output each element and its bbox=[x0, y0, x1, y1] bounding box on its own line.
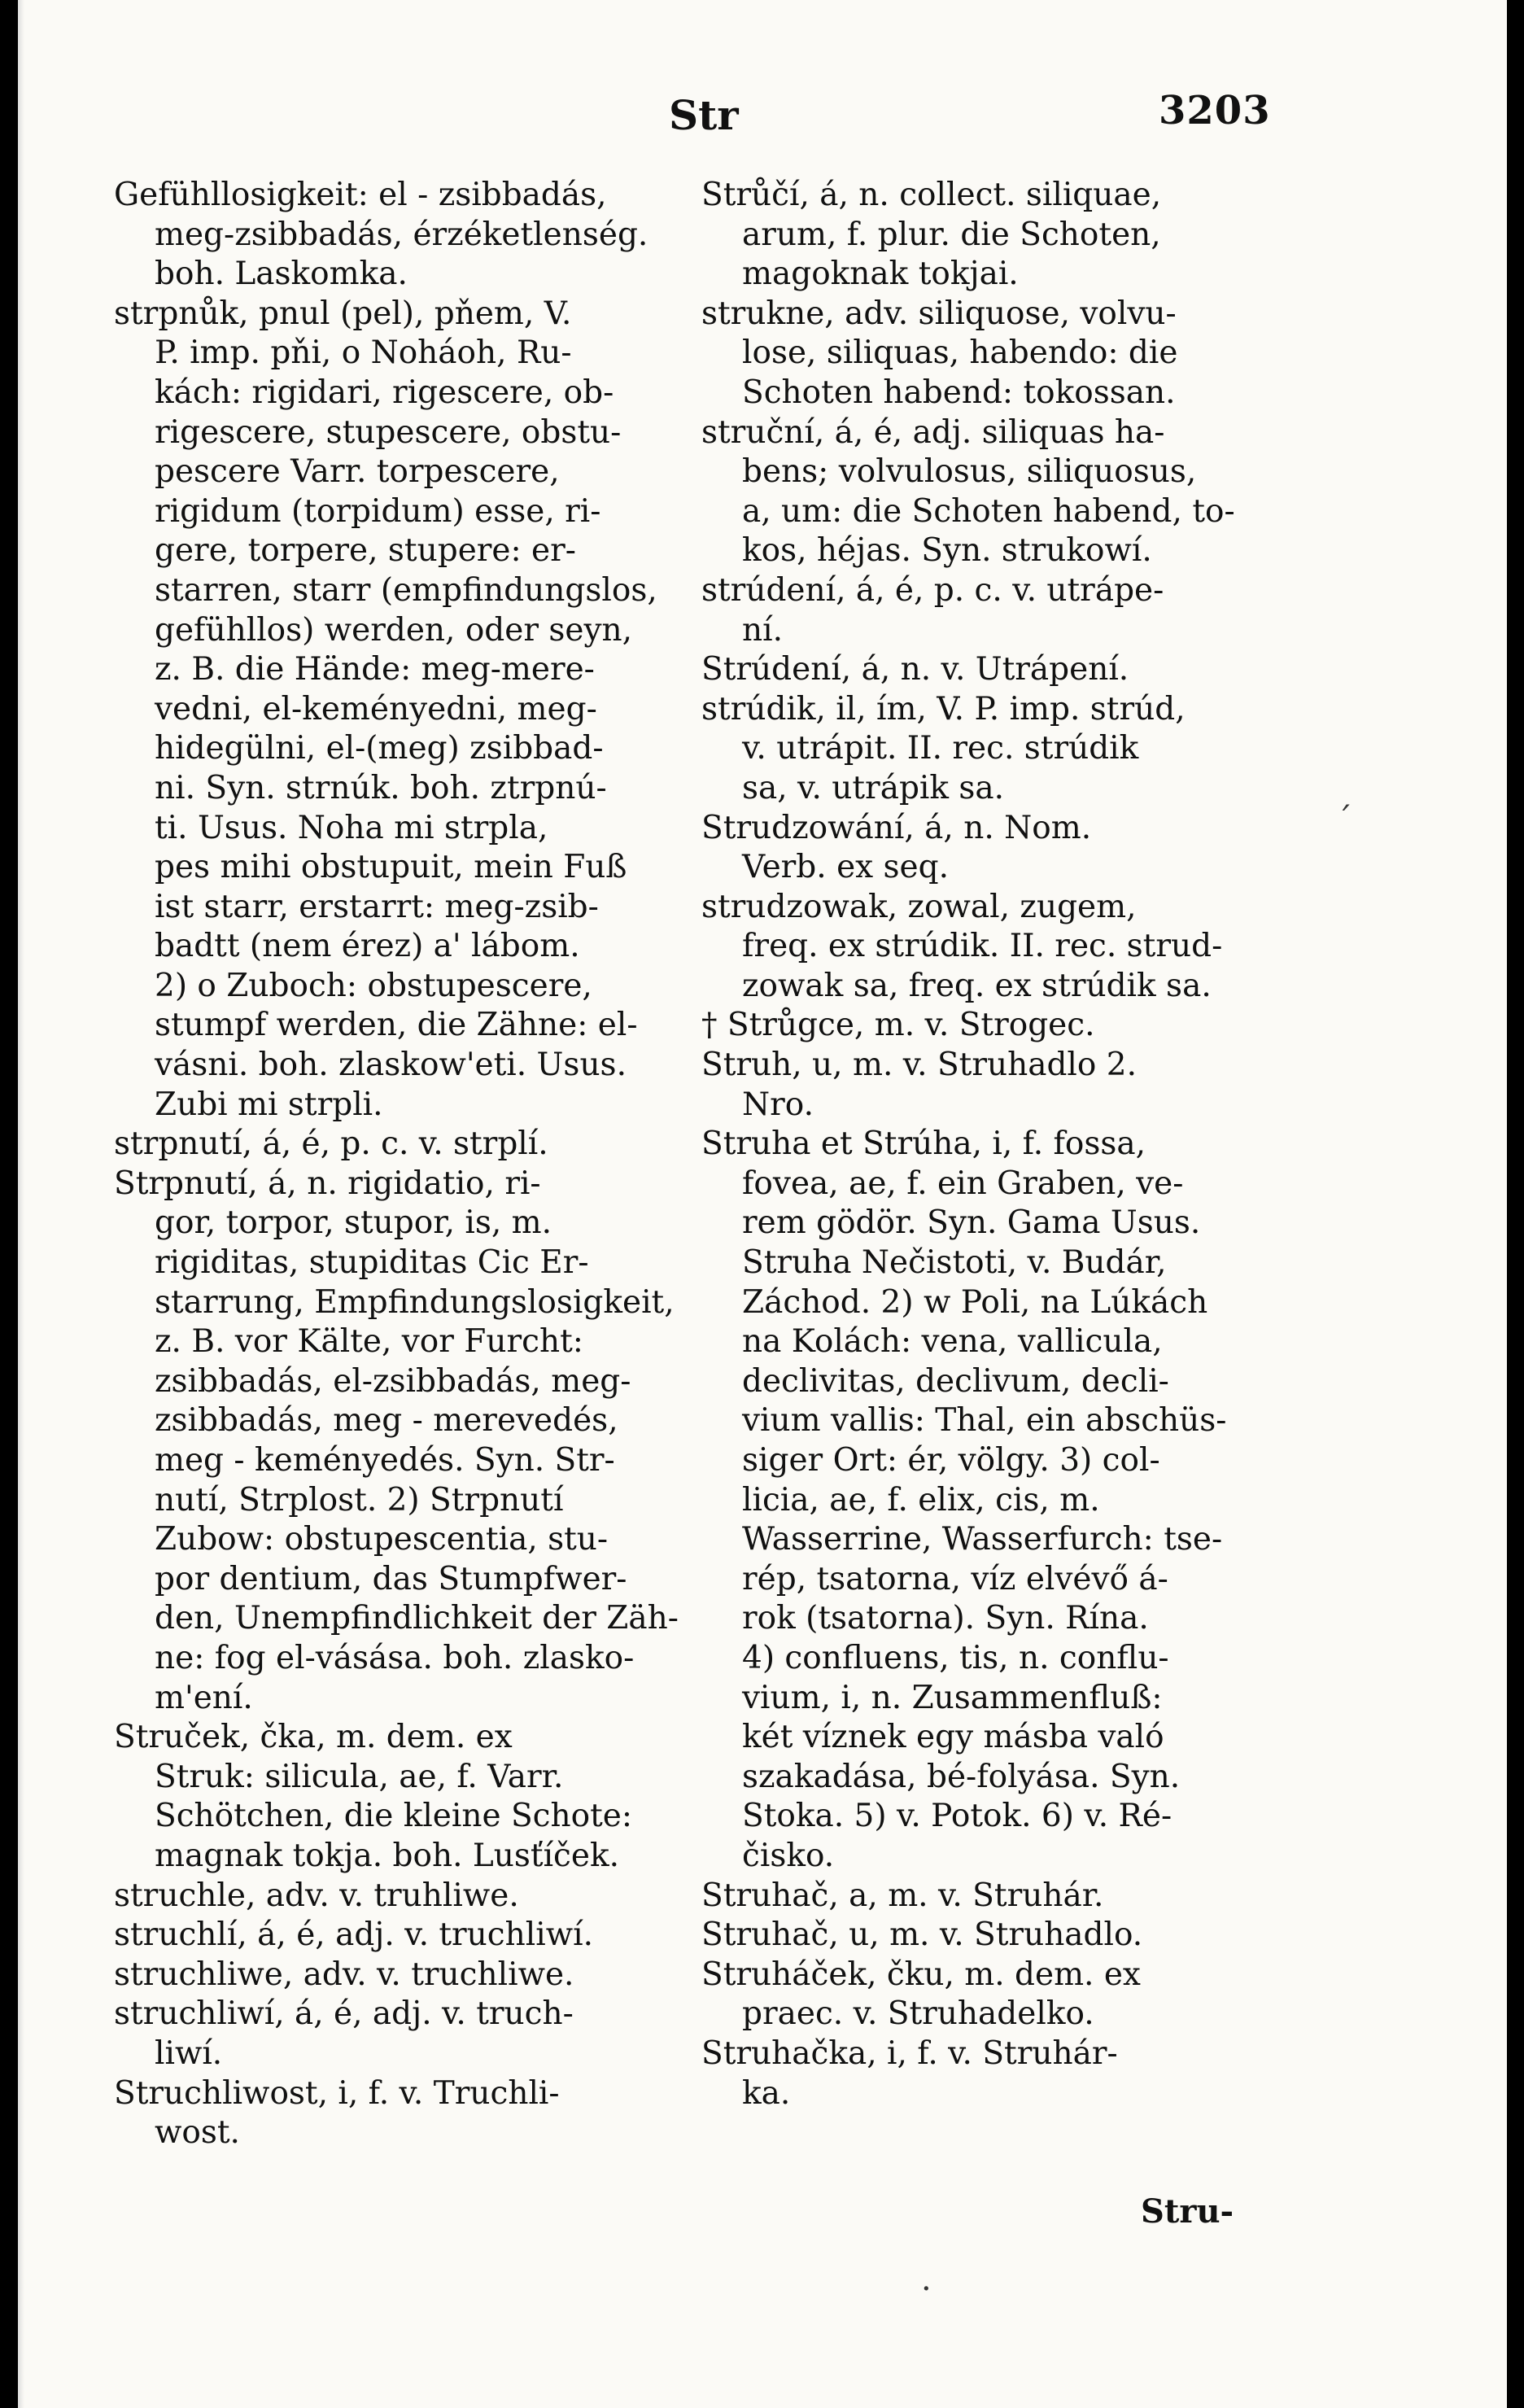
text-line: bens; volvulosus, siliquosus, bbox=[742, 453, 1197, 491]
text-line: meg-zsibbadás, érzéketlenség. bbox=[155, 216, 648, 253]
text-line: ti. Usus. Noha mi strpla, bbox=[155, 809, 548, 846]
text-line: zsibbadás, el-zsibbadás, meg- bbox=[155, 1362, 631, 1400]
text-line: Gefühllosigkeit: el - zsibbadás, bbox=[114, 177, 607, 213]
text-line: siger Ort: ér, völgy. 3) col- bbox=[742, 1442, 1160, 1479]
text-line: Nro. bbox=[742, 1086, 814, 1123]
text-line: Struhač, a, m. v. Struhár. bbox=[701, 1877, 1104, 1914]
text-line: Zubow: obstupescentia, stu- bbox=[155, 1521, 609, 1558]
text-line: Struha Nečistoti, v. Budár, bbox=[742, 1244, 1167, 1282]
text-line: vium, i, n. Zusammenfluß: bbox=[742, 1679, 1163, 1716]
text-line: Struček, čka, m. dem. ex bbox=[114, 1719, 513, 1756]
text-line: den, Unempfindlichkeit der Zäh- bbox=[155, 1600, 679, 1637]
text-line: szakadása, bé-folyása. Syn. bbox=[742, 1758, 1181, 1795]
text-line: magoknak tokjai. bbox=[742, 256, 1019, 293]
text-line: Strpnutí, á, n. rigidatio, ri- bbox=[114, 1165, 541, 1202]
text-line: nutí, Strplost. 2) Strpnutí bbox=[155, 1481, 564, 1519]
text-line: starren, starr (empfindungslos, bbox=[155, 571, 657, 609]
text-line: Stoka. 5) v. Potok. 6) v. Ré- bbox=[742, 1798, 1172, 1835]
text-line: kách: rigidari, rigescere, ob- bbox=[155, 374, 614, 411]
text-line: boh. Laskomka. bbox=[155, 256, 408, 293]
text-line: Struh, u, m. v. Struhadlo 2. bbox=[701, 1047, 1137, 1084]
text-line: két víznek egy másba való bbox=[742, 1719, 1164, 1756]
text-line: struční, á, é, adj. siliquas ha- bbox=[701, 413, 1165, 451]
text-line: declivitas, declivum, decli- bbox=[742, 1362, 1169, 1400]
left-column bbox=[114, 176, 732, 2153]
text-line: Wasserrine, Wasserfurch: tse- bbox=[742, 1521, 1223, 1558]
text-line: čisko. bbox=[742, 1837, 835, 1874]
text-line: struchliwí, á, é, adj. v. truch- bbox=[114, 1995, 574, 2033]
text-line: ist starr, erstarrt: meg-zsib- bbox=[155, 888, 599, 925]
text-line: zowak sa, freq. ex strúdik sa. bbox=[742, 967, 1212, 1004]
text-line: struchlí, á, é, adj. v. truchliwí. bbox=[114, 1916, 593, 1954]
text-line: Schötchen, die kleine Schote: bbox=[155, 1798, 632, 1835]
text-line: badtt (nem érez) a' lábom. bbox=[155, 928, 580, 965]
text-line: licia, ae, f. elix, cis, m. bbox=[742, 1481, 1100, 1519]
text-line: Struhačka, i, f. v. Struhár- bbox=[701, 2034, 1118, 2072]
margin-mark: · bbox=[921, 2270, 932, 2308]
text-line: v. utrápit. II. rec. strúdik bbox=[742, 730, 1139, 767]
text-line: Struhač, u, m. v. Struhadlo. bbox=[701, 1916, 1143, 1954]
text-line: Zubi mi strpli. bbox=[155, 1086, 383, 1123]
text-line: magnak tokja. boh. Lusťíček. bbox=[155, 1837, 620, 1874]
text-line: pescere Varr. torpescere, bbox=[155, 453, 560, 491]
text-line: z. B. die Hände: meg-mere- bbox=[155, 651, 595, 688]
text-line: rigescere, stupescere, obstu- bbox=[155, 413, 622, 451]
text-line: rigidum (torpidum) esse, ri- bbox=[155, 492, 601, 530]
text-line: Záchod. 2) w Poli, na Lúkách bbox=[742, 1283, 1208, 1321]
text-line: Struha et Strúha, i, f. fossa, bbox=[701, 1125, 1146, 1163]
text-line: struchle, adv. v. truhliwe. bbox=[114, 1877, 519, 1914]
text-line: struchliwe, adv. v. truchliwe. bbox=[114, 1956, 574, 1993]
text-line: Strůčí, á, n. collect. siliquae, bbox=[701, 177, 1162, 213]
text-line: Strudzowání, á, n. Nom. bbox=[701, 809, 1092, 846]
text-line: ne: fog el-vásása. boh. zlasko- bbox=[155, 1639, 635, 1676]
running-head: Str bbox=[669, 91, 739, 139]
text-line: meg - keményedés. Syn. Str- bbox=[155, 1442, 615, 1479]
text-line: zsibbadás, meg - merevedés, bbox=[155, 1402, 618, 1440]
text-line: gefühllos) werden, oder seyn, bbox=[155, 611, 633, 649]
catchword: Stru- bbox=[1141, 2192, 1234, 2231]
text-line: starrung, Empfindungslosigkeit, bbox=[155, 1283, 675, 1321]
text-line: strudzowak, zowal, zugem, bbox=[701, 888, 1137, 925]
right-column bbox=[701, 176, 1320, 2113]
text-line: sa, v. utrápik sa. bbox=[742, 769, 1005, 806]
text-line: gere, torpere, stupere: er- bbox=[155, 532, 576, 570]
text-line: wost. bbox=[155, 2114, 240, 2152]
text-line: strpnutí, á, é, p. c. v. strplí. bbox=[114, 1125, 548, 1163]
text-line: liwí. bbox=[155, 2034, 223, 2072]
text-line: Verb. ex seq. bbox=[742, 849, 949, 886]
margin-mark: ˊ bbox=[1336, 802, 1352, 839]
text-line: strpnůk, pnul (pel), pňem, V. bbox=[114, 295, 572, 332]
text-line: ka. bbox=[742, 2074, 791, 2112]
text-line: 4) confluens, tis, n. conflu- bbox=[742, 1639, 1169, 1676]
text-line: Struk: silicula, ae, f. Varr. bbox=[155, 1758, 564, 1795]
text-line: rigiditas, stupiditas Cic Er- bbox=[155, 1244, 589, 1282]
text-line: 2) o Zuboch: obstupescere, bbox=[155, 967, 592, 1004]
dictionary-page bbox=[18, 0, 1507, 2408]
text-line: rép, tsatorna, víz elvévő á- bbox=[742, 1560, 1168, 1597]
text-line: m'ení. bbox=[155, 1679, 253, 1716]
text-line: freq. ex strúdik. II. rec. strud- bbox=[742, 928, 1223, 965]
text-line: strúdik, il, ím, V. P. imp. strúd, bbox=[701, 690, 1186, 728]
text-line: vásni. boh. zlaskow'eti. Usus. bbox=[155, 1047, 627, 1084]
text-line: vedni, el-keményedni, meg- bbox=[155, 690, 597, 728]
text-line: z. B. vor Kälte, vor Furcht: bbox=[155, 1323, 583, 1361]
text-line: Strúdení, á, n. v. Utrápení. bbox=[701, 651, 1129, 688]
text-line: stumpf werden, die Zähne: el- bbox=[155, 1007, 638, 1044]
text-line: Struháček, čku, m. dem. ex bbox=[701, 1956, 1141, 1993]
text-line: ní. bbox=[742, 611, 783, 649]
text-line: rok (tsatorna). Syn. Rína. bbox=[742, 1600, 1149, 1637]
text-line: por dentium, das Stumpfwer- bbox=[155, 1560, 627, 1597]
text-line: strúdení, á, é, p. c. v. utrápe- bbox=[701, 571, 1164, 609]
text-line: strukne, adv. siliquose, volvu- bbox=[701, 295, 1177, 332]
text-line: P. imp. pňi, o Noháoh, Ru- bbox=[155, 334, 572, 372]
text-line: na Kolách: vena, vallicula, bbox=[742, 1323, 1163, 1361]
text-line: † Strůgce, m. v. Strogec. bbox=[701, 1007, 1095, 1044]
text-line: rem gödör. Syn. Gama Usus. bbox=[742, 1204, 1201, 1242]
text-line: a, um: die Schoten habend, to- bbox=[742, 492, 1235, 530]
text-line: ni. Syn. strnúk. boh. ztrpnú- bbox=[155, 769, 607, 806]
text-line: Struchliwost, i, f. v. Truchli- bbox=[114, 2074, 560, 2112]
text-line: hidegülni, el-(meg) zsibbad- bbox=[155, 730, 604, 767]
text-line: pes mihi obstupuit, mein Fuß bbox=[155, 849, 627, 886]
text-line: kos, héjas. Syn. strukowí. bbox=[742, 532, 1152, 570]
text-line: gor, torpor, stupor, is, m. bbox=[155, 1204, 552, 1242]
text-line: fovea, ae, f. ein Graben, ve- bbox=[742, 1165, 1184, 1202]
page-number: 3203 bbox=[1159, 88, 1271, 133]
text-line: praec. v. Struhadelko. bbox=[742, 1995, 1094, 2033]
text-line: arum, f. plur. die Schoten, bbox=[742, 216, 1161, 253]
text-line: lose, siliquas, habendo: die bbox=[742, 334, 1178, 372]
text-line: Schoten habend: tokossan. bbox=[742, 374, 1176, 411]
text-line: vium vallis: Thal, ein abschüs- bbox=[742, 1402, 1227, 1440]
